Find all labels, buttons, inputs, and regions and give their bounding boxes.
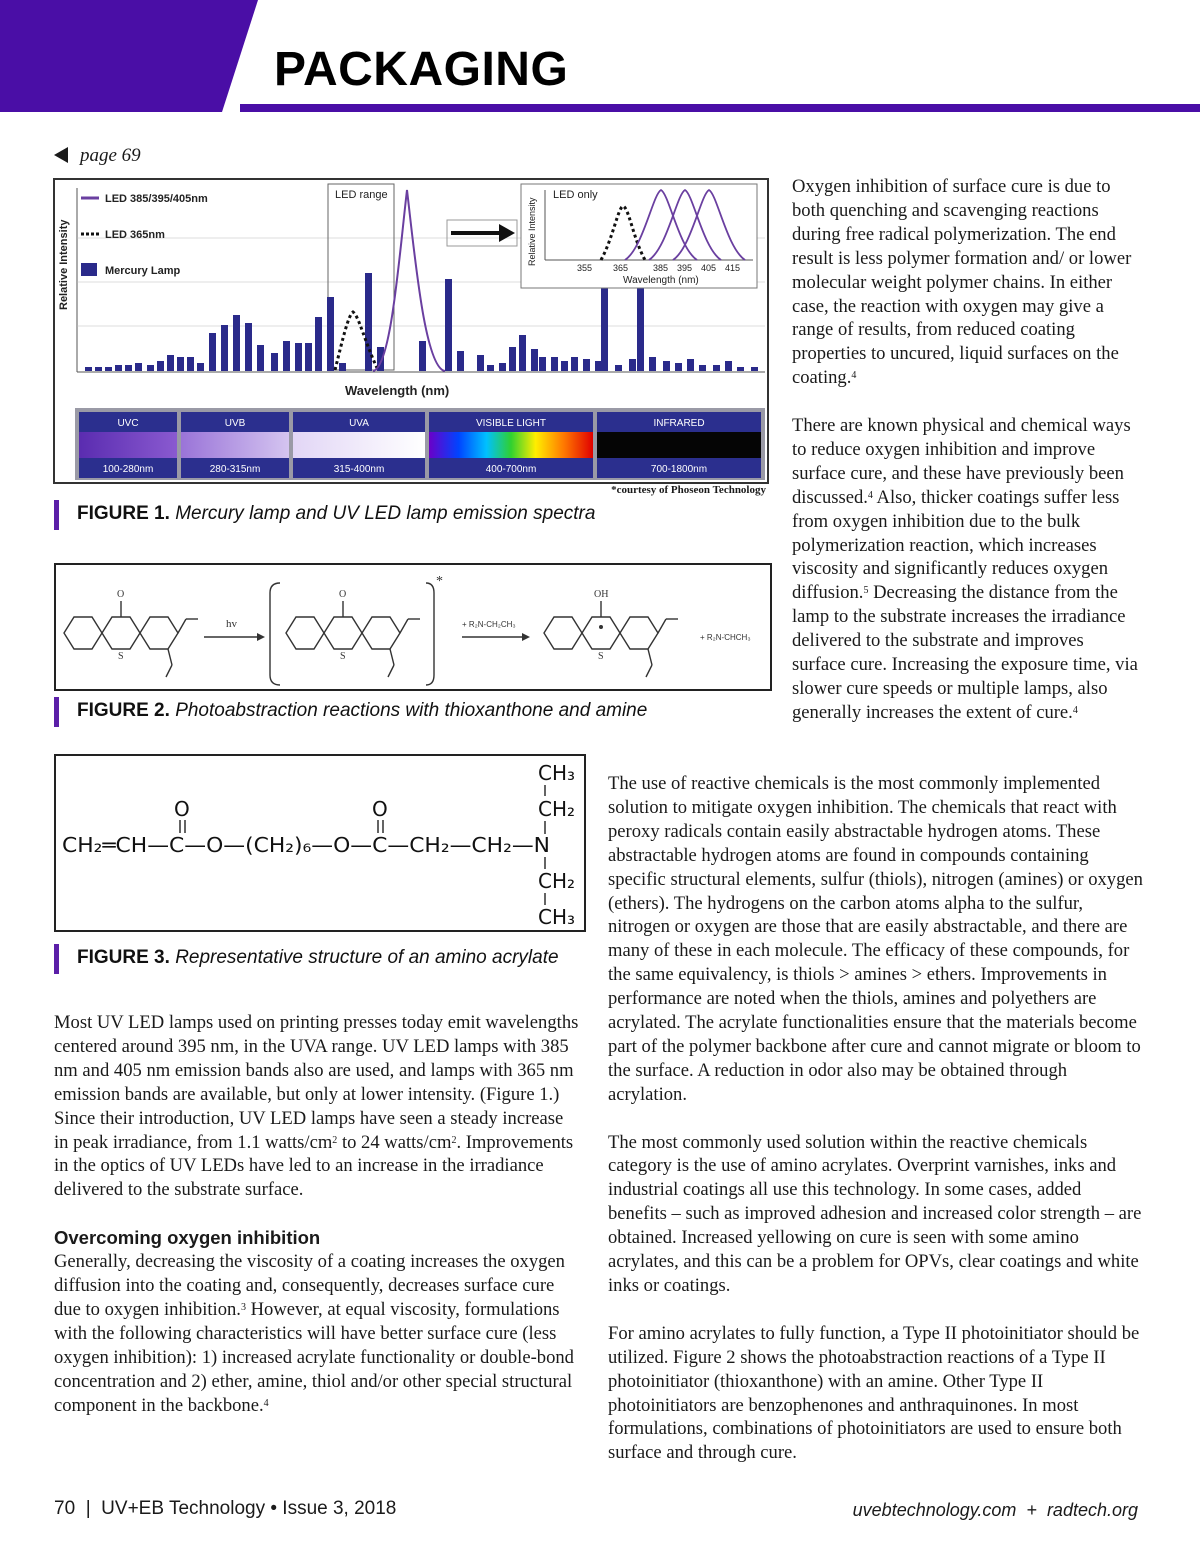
middle-column-text <box>608 772 1143 1489</box>
mercury-bar <box>85 367 92 371</box>
legend-mercury: Mercury Lamp <box>105 265 181 277</box>
figure3-caption-text: Representative structure of an amino acrylate <box>175 947 559 968</box>
led-range-label: LED range <box>335 189 388 201</box>
left-column-text <box>54 1011 579 1441</box>
figure3-caption-label: FIGURE 3. <box>77 947 170 968</box>
mercury-bar <box>509 347 516 371</box>
spectrum-bands <box>79 412 761 478</box>
mercury-bar <box>615 365 622 371</box>
carbonyl-o-1: O <box>174 797 190 821</box>
mercury-bar <box>339 363 346 371</box>
footer-issue: 70 | UV+EB Technology • Issue 3, 2018 <box>54 1498 397 1519</box>
middle-paragraph-1: The use of reactive chemicals is the most commonly implemented solution to mitigate oxygen inhibition. The chemicals that react with peroxy radicals contain easily abstractable hydrogen atoms. These abstractable hydrogen atoms are found in compounds containing specific structural elements, sulfur (thiols), nitrogen (amines) or oxygen (ethers). The hydrogens on the carbon atoms alpha to the sulfur, nitrogen or oxygen are those that are easily abstractable, and there are many of these in each molecule. The efficacy of these compounds, for the same equivalency, is thiols > amines > ethers. Improvements in performance are noted when the thiols, amines and polyethers are acrylated. The acrylate functionalities ensure that the materials become part of the polymer backbone after cure and cannot migrate or bloom to the surface. A reduction in odor also may be obtained through acrylation. <box>608 773 1143 1105</box>
mercury-bar <box>283 341 290 371</box>
mercury-bar <box>167 355 174 371</box>
mercury-bar <box>125 365 132 371</box>
mercury-bar <box>257 345 264 371</box>
top-group-ch3: CH₃ <box>538 761 576 785</box>
left-paragraph-2: Generally, decreasing the viscosity of a coating increases the oxygen diffusion into the coating and, consequently, decreases surface cure due to oxygen inhibition.$^3$ However, at equal viscosity, formulations with the following characteristics will have better surface cure (less oxygen inhibition): 1) increased acrylate functionality or double-bond concentration and 2) ether, amine, thiol and/or other special structural component in the backbone.$^4$ <box>54 1251 574 1416</box>
spectrum-band-range: 315-400nm <box>333 464 385 475</box>
right-paragraph-2: There are known physical and chemical ways to reduce oxygen inhibition and improve surface cure, and these have previously been discussed.$^4$ Also, thicker coatings suffer less from oxygen inhibition due to the bulk polymerization reaction, which increases viscosity and significantly reduces oxygen diffusion.$^5$ Decreasing the distance from the lamp to the substrate increases the irradiance delivered to the substrate and improves surface cure. Increasing the exposure time, via slower cure speeds or multiple lamps, also generally increases the extent of cure.$^4$ <box>792 415 1138 723</box>
footer-links[interactable]: uvebtechnology.com + radtech.org <box>852 1500 1138 1520</box>
mercury-bar <box>177 357 184 371</box>
mercury-bar <box>637 283 644 371</box>
inset-y-label: Relative Intensity <box>527 197 537 266</box>
mercury-bar <box>571 357 578 371</box>
mercury-bar <box>445 279 452 371</box>
spectrum-band-color <box>293 432 425 458</box>
spectrum-band-color <box>181 432 289 458</box>
mercury-bar <box>751 367 758 371</box>
page-reference[interactable] <box>54 145 141 167</box>
sulfur-s: S <box>118 651 124 662</box>
mercury-bar <box>499 363 506 371</box>
mercury-bar <box>675 363 682 371</box>
section-title: PACKAGING <box>274 43 569 96</box>
sulfur-s: S <box>340 651 346 662</box>
figure1-courtesy: *courtesy of Phoseon Technology <box>611 484 766 496</box>
inset-tick: 385 <box>653 263 669 273</box>
mercury-bar <box>221 325 228 371</box>
mercury-bar <box>629 359 636 371</box>
middle-paragraph-3: For amino acrylates to fully function, a Type II photoinitiator should be utilized. Figure 2 shows the photoabstraction reactions of a Type II photoinitiator (thioxanthone) with an amine. Other Type II photoinitiators are benzophenones and anthraquinones. In most formulations, combinations of photoinitiators are used to ensure both surface and through cure. <box>608 1322 1140 1464</box>
mercury-bar <box>699 365 706 371</box>
spectrum-band-color <box>429 432 593 458</box>
mercury-bar <box>595 361 602 371</box>
carbonyl-o: O <box>117 589 125 600</box>
mercury-bar <box>419 341 426 371</box>
amine-reagent: + R₂N-CH₂CH₃ <box>462 620 516 629</box>
right-paragraph-1: Oxygen inhibition of surface cure is due to both quenching and scavenging reactions during free radical polymerization. The end result is less polymer formation and/ or lower molecular weight polymer chains. In either case, the reaction with oxygen may give a range of results, from reduced coating properties to uncured, liquid surfaces on the coating.$^4$ <box>792 176 1132 389</box>
spectrum-band-name: UVB <box>224 418 246 429</box>
legend-led-365: LED 365nm <box>105 229 165 241</box>
figure1-caption <box>54 500 595 530</box>
left-paragraph-1: Most UV LED lamps used on printing presses today emit wavelengths centered around 395 nm, in the UVA range. UV LED lamps with 385 nm and 405 nm emission bands also are used, and lamps with 365 nm emission bands are available, but only at lower intensity. (Figure 1.) Since their introduction, UV LED lamps have seen a steady increase in peak irradiance, from 1.1 watts/$cm^2$ to 24 watts/$cm^2$. Improvements in the optics of UV LEDs have led to an increase in the irradiance delivered to the substrate surface. <box>54 1012 579 1201</box>
mercury-bar <box>725 361 732 371</box>
mercury-bar <box>663 361 670 371</box>
carbonyl-o-2: O <box>372 797 388 821</box>
mercury-bar <box>197 363 204 371</box>
spectrum-band-range: 700-1800nm <box>650 464 708 475</box>
mercury-bar <box>157 361 164 371</box>
figure1-caption-label: FIGURE 1. <box>77 503 170 524</box>
mercury-bar <box>327 297 334 371</box>
right-column-text <box>792 175 1140 749</box>
top-group-ch2: CH₂ <box>538 797 576 821</box>
figure2-photoabstraction <box>54 563 772 691</box>
mercury-bar <box>539 357 546 371</box>
mercury-bar <box>245 323 252 371</box>
inset-tick: 395 <box>677 263 693 273</box>
mercury-bar <box>519 335 526 371</box>
figure2-caption-text: Photoabstraction reactions with thioxanthone and amine <box>175 700 648 721</box>
spectrum-band-range: 100-280nm <box>102 464 154 475</box>
mercury-bar <box>561 361 568 371</box>
mercury-bar <box>531 349 538 371</box>
amine-radical-product: + R₂N-̇CHCH₃ <box>700 633 751 642</box>
inset-tick: 405 <box>701 263 717 273</box>
mercury-bar <box>209 333 216 371</box>
bottom-group-ch2: CH₂ <box>538 869 576 893</box>
fig1-y-label: Relative Intensity <box>58 219 70 310</box>
figure1-emission-spectra <box>53 178 769 484</box>
legend-led-385: LED 385/395/405nm <box>105 193 208 205</box>
spectrum-band-range: 400-700nm <box>485 464 537 475</box>
mercury-bar <box>477 355 484 371</box>
inset-title: LED only <box>553 189 598 201</box>
inset-x-label: Wavelength (nm) <box>623 275 699 286</box>
section-heading: Overcoming oxygen inhibition <box>54 1227 321 1249</box>
figure1-caption-text: Mercury lamp and UV LED lamp emission spectra <box>175 503 596 524</box>
mercury-bar <box>457 351 464 371</box>
mercury-bar <box>233 315 240 371</box>
spectrum-band-range: 280-315nm <box>209 464 261 475</box>
mercury-bar <box>315 317 322 371</box>
page-reference-text: page 69 <box>80 145 141 166</box>
figure2-caption-label: FIGURE 2. <box>77 700 170 721</box>
mercury-bar <box>305 343 312 371</box>
mercury-bar <box>687 359 694 371</box>
bottom-group-ch3: CH₃ <box>538 905 576 929</box>
spectrum-band-color <box>79 432 177 458</box>
mercury-bar <box>187 357 194 371</box>
header-banner <box>0 0 1200 112</box>
middle-paragraph-2: The most commonly used solution within the reactive chemicals category is the use of amino acrylates. Overprint varnishes, inks and industrial coatings all use this technology. In some cases, added benefits – such as improved adhesion and increased color strength – are obtained. Increased yellowing on cure is seen with some amino acrylates, and this can be a problem for OPVs, clear coatings and white inks or coatings. <box>608 1131 1142 1297</box>
spectrum-band-name: VISIBLE LIGHT <box>475 418 547 429</box>
mercury-bar <box>713 365 720 371</box>
fig1-x-label: Wavelength (nm) <box>345 383 450 398</box>
spectrum-band-name: UVA <box>349 418 369 429</box>
mercury-bar <box>105 367 112 371</box>
hv-label: hv <box>226 618 237 630</box>
figure3-amino-acrylate <box>54 754 586 932</box>
mercury-bar <box>649 357 656 371</box>
mercury-bar <box>95 367 102 371</box>
mercury-bar <box>147 365 154 371</box>
excited-star: * <box>436 574 443 589</box>
back-arrow-icon <box>54 147 68 163</box>
mercury-bar <box>551 357 558 371</box>
inset-tick: 355 <box>577 263 593 273</box>
hydroxyl-oh: OH <box>594 589 609 600</box>
mercury-bar <box>115 365 122 371</box>
inset-tick: 365 <box>613 263 629 273</box>
acrylate-chain: CH₂═CH—C—O—(CH₂)₆—O—C—CH₂—CH₂—N <box>62 833 550 857</box>
carbonyl-o: O <box>339 589 347 600</box>
spectrum-band-color <box>597 432 761 458</box>
mercury-bar <box>487 365 494 371</box>
spectrum-band-name: INFRARED <box>653 418 705 429</box>
mercury-bar <box>583 359 590 371</box>
spectrum-band-name: UVC <box>117 418 139 429</box>
inset-tick: 415 <box>725 263 741 273</box>
mercury-bar <box>737 367 744 371</box>
figure2-caption <box>54 697 647 727</box>
sulfur-s: S <box>598 651 604 662</box>
mercury-bar <box>271 353 278 371</box>
mercury-bar <box>295 343 302 371</box>
figure3-caption <box>54 944 559 974</box>
mercury-bar <box>135 363 142 371</box>
